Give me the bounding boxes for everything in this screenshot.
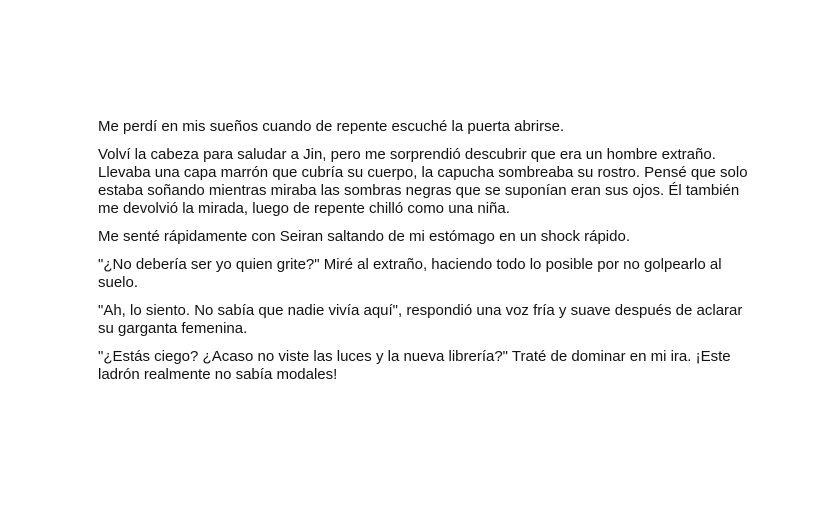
- paragraph-4: "¿No debería ser yo quien grite?" Miré al extraño, haciendo todo lo posible por no golpearlo al suelo.: [98, 256, 722, 291]
- paragraph-1: Me perdí en mis sueños cuando de repente escuché la puerta abrirse.: [98, 118, 565, 135]
- paragraph-2: Volví la cabeza para saludar a Jin, pero me sorprendió descubrir que era un hombre extraño. Llevaba una capa marrón que cubría su cuerpo, la capucha sombreaba su rostro. Pensé que solo estaba soñando mientras miraba las sombras negras que se suponían eran sus ojos. Él también me devolvió la mirada, luego de repente chilló como una niña.: [98, 146, 748, 217]
- document-body: [98, 118, 758, 394]
- paragraph-3: Me senté rápidamente con Seiran saltando de mi estómago en un shock rápido.: [98, 228, 630, 245]
- paragraph-6: "¿Estás ciego? ¿Acaso no viste las luces y la nueva librería?" Traté de dominar en mi ira. ¡Este ladrón realmente no sabía modales!: [98, 348, 731, 383]
- paragraph-5: "Ah, lo siento. No sabía que nadie vivía aquí", respondió una voz fría y suave después de aclarar su garganta femenina.: [98, 302, 743, 337]
